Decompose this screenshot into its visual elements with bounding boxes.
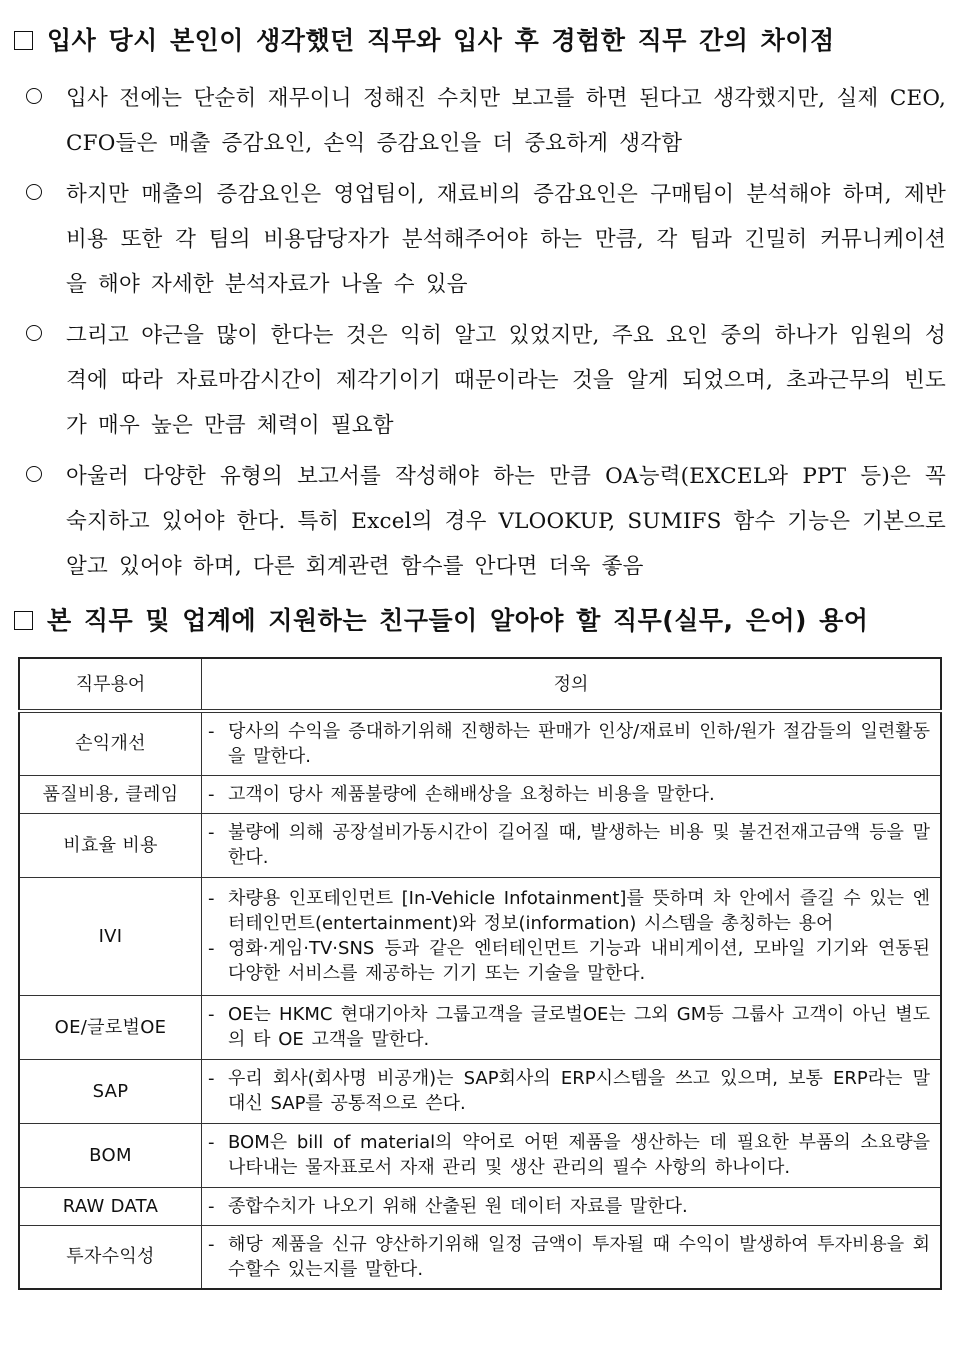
term-cell: 품질비용, 클레임 xyxy=(19,775,202,813)
section-title: 입사 당시 본인이 생각했던 직무와 입사 후 경험한 직무 간의 차이점 xyxy=(47,26,835,55)
section-heading-job-gap xyxy=(14,28,835,53)
definition-text: 우리 회사(회사명 비공개)는 SAP회사의 ERP시스템을 쓰고 있으며, 보통 ERP라는 말 대신 SAP를 공통적으로 쓴다. xyxy=(228,1068,930,1114)
term-cell: IVI xyxy=(19,877,202,995)
circle-bullet-icon xyxy=(26,184,42,200)
list-item-text: 입사 전에는 단순히 재무이니 정해진 수치만 보고를 하면 된다고 생각했지만, 실제 CEO, CFO들은 매출 증감요인, 손익 증감요인을 더 중요하게 생각함 xyxy=(66,86,946,156)
square-bullet-icon xyxy=(14,31,33,50)
terms-table xyxy=(18,657,942,1290)
definition-cell xyxy=(202,877,942,995)
definition-line: - 종합수치가 나오기 위해 산출된 원 데이터 자료를 말한다. xyxy=(208,1195,688,1217)
square-bullet-icon xyxy=(14,611,33,630)
table-row xyxy=(19,813,941,877)
definition-line: - BOM은 bill of material의 약어로 어떤 제품을 생산하는 데 필요한 부품의 소요량을 나타내는 물자표로서 자재 관리 및 생산 관리의 필수 사항의 하나이다. xyxy=(208,1132,930,1178)
definition-text: OE는 HKMC 현대기아차 그룹고객을 글로벌OE는 그외 GM등 그룹사 고객이 아닌 별도의 타 OE 고객을 말한다. xyxy=(228,1004,930,1050)
term-cell: 손익개선 xyxy=(19,711,202,775)
table-row xyxy=(19,1123,941,1187)
definition-line: - OE는 HKMC 현대기아차 그룹고객을 글로벌OE는 그외 GM등 그룹사 고객이 아닌 별도의 타 OE 고객을 말한다. xyxy=(208,1004,930,1050)
circle-bullet-icon xyxy=(26,88,42,104)
table-header-row xyxy=(19,658,941,711)
bullet-list xyxy=(24,76,946,595)
list-item xyxy=(24,313,946,448)
definition-line: - 우리 회사(회사명 비공개)는 SAP회사의 ERP시스템을 쓰고 있으며, 보통 ERP라는 말 대신 SAP를 공통적으로 쓴다. xyxy=(208,1068,930,1114)
list-item xyxy=(24,454,946,589)
definition-text: 당사의 수익을 증대하기위해 진행하는 판매가 인상/재료비 인하/원가 절감들의 일련활동을 말한다. xyxy=(228,720,930,767)
definition-cell xyxy=(202,813,942,877)
definition-cell xyxy=(202,1123,942,1187)
definition-line: - 고객이 당사 제품불량에 손해배상을 요청하는 비용을 말한다. xyxy=(208,783,715,805)
section-title: 본 직무 및 업계에 지원하는 친구들이 알아야 할 직무(실무, 은어) 용어 xyxy=(47,606,869,635)
definition-line: - 영화·게임·TV·SNS 등과 같은 엔터테인먼트 기능과 내비게이션, 모바일 기기와 연동된 다양한 서비스를 제공하는 기기 또는 기술을 말한다. xyxy=(208,938,930,984)
list-item-text: 아울러 다양한 유형의 보고서를 작성해야 하는 만큼 OA능력(EXCEL와 PPT 등)은 꼭 숙지하고 있어야 한다. 특히 Excel의 경우 VLOOKUP, SUMIFS 함수 기능은 기본으로 알고 있어야 하며, 다른 회계관련 함수를 안다면 더욱 좋음 xyxy=(66,464,946,579)
definition-cell xyxy=(202,995,942,1059)
definition-text: 영화·게임·TV·SNS 등과 같은 엔터테인먼트 기능과 내비게이션, 모바일 기기와 연동된 다양한 서비스를 제공하는 기기 또는 기술을 말한다. xyxy=(228,938,930,984)
circle-bullet-icon xyxy=(26,466,42,482)
definition-line: - 당사의 수익을 증대하기위해 진행하는 판매가 인상/재료비 인하/원가 절감들의 일련활동을 말한다. xyxy=(208,720,930,767)
list-item-text: 하지만 매출의 증감요인은 영업팀이, 재료비의 증감요인은 구매팀이 분석해야 하며, 제반 비용 또한 각 팀의 비용담당자가 분석해주어야 하는 만큼, 각 팀과 긴밀히 커뮤니케이션을 해야 자세한 분석자료가 나올 수 있음 xyxy=(66,182,946,297)
term-cell: OE/글로벌OE xyxy=(19,995,202,1059)
definition-cell xyxy=(202,775,942,813)
table-row xyxy=(19,1059,941,1123)
definition-line: - 차량용 인포테인먼트 [In-Vehicle Infotainment]를 뜻하며 차 안에서 즐길 수 있는 엔터테인먼트(entertainment)와 정보(information) 시스템을 총칭하는 용어 xyxy=(208,888,930,934)
definition-text: 해당 제품을 신규 양산하기위해 일정 금액이 투자될 때 수익이 발생하여 투자비용을 회수할수 있는지를 말한다. xyxy=(228,1233,930,1280)
table-row xyxy=(19,711,941,775)
table-row xyxy=(19,1225,941,1289)
term-cell: 투자수익성 xyxy=(19,1225,202,1289)
section-heading-terms xyxy=(14,608,868,633)
table-row xyxy=(19,877,941,995)
definition-text: 불량에 의해 공장설비가동시간이 길어질 때, 발생하는 비용 및 불건전재고금액 등을 말한다. xyxy=(228,822,930,868)
definition-line: - 불량에 의해 공장설비가동시간이 길어질 때, 발생하는 비용 및 불건전재고금액 등을 말한다. xyxy=(208,822,930,868)
table-row xyxy=(19,995,941,1059)
term-cell: SAP xyxy=(19,1059,202,1123)
table-row xyxy=(19,1187,941,1225)
definition-text: 종합수치가 나오기 위해 산출된 원 데이터 자료를 말한다. xyxy=(228,1195,688,1217)
definition-cell xyxy=(202,1225,942,1289)
definition-line: - 해당 제품을 신규 양산하기위해 일정 금액이 투자될 때 수익이 발생하여 투자비용을 회수할수 있는지를 말한다. xyxy=(208,1233,930,1280)
column-header-definition: 정의 xyxy=(202,658,942,711)
term-cell: BOM xyxy=(19,1123,202,1187)
term-cell: 비효율 비용 xyxy=(19,813,202,877)
definition-cell xyxy=(202,711,942,775)
circle-bullet-icon xyxy=(26,325,42,341)
table-row xyxy=(19,775,941,813)
term-cell: RAW DATA xyxy=(19,1187,202,1225)
list-item xyxy=(24,172,946,307)
definition-text: 고객이 당사 제품불량에 손해배상을 요청하는 비용을 말한다. xyxy=(228,783,715,805)
column-header-term: 직무용어 xyxy=(19,658,202,711)
definition-text: BOM은 bill of material의 약어로 어떤 제품을 생산하는 데 필요한 부품의 소요량을 나타내는 물자표로서 자재 관리 및 생산 관리의 필수 사항의 하나이다. xyxy=(228,1132,930,1178)
list-item-text: 그리고 야근을 많이 한다는 것은 익히 알고 있었지만, 주요 요인 중의 하나가 임원의 성격에 따라 자료마감시간이 제각기이기 때문이라는 것을 알게 되었으며, 초과근무의 빈도가 매우 높은 만큼 체력이 필요함 xyxy=(66,323,946,438)
list-item xyxy=(24,76,946,166)
definition-cell xyxy=(202,1187,942,1225)
definition-cell xyxy=(202,1059,942,1123)
definition-text: 차량용 인포테인먼트 [In-Vehicle Infotainment]를 뜻하며 차 안에서 즐길 수 있는 엔터테인먼트(entertainment)와 정보(information) 시스템을 총칭하는 용어 xyxy=(228,888,930,934)
